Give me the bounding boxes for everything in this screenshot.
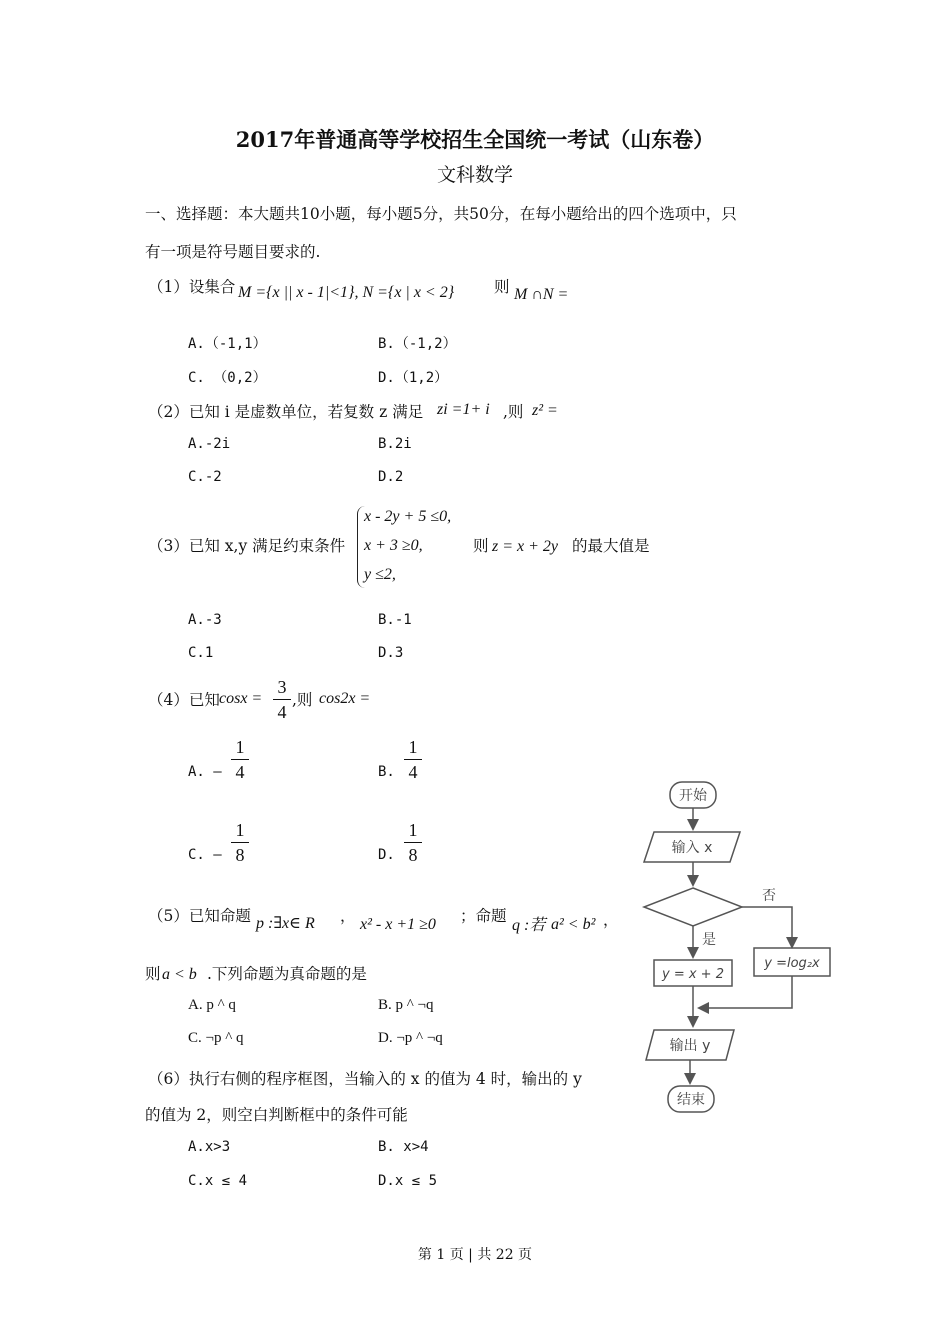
flowchart-end-label: 结束: [677, 1092, 705, 1108]
q4-option-c-denominator: 8: [235, 845, 245, 865]
q4-option-b-fraction: [404, 736, 422, 783]
q1-option-d: D.（1,2）: [378, 370, 449, 386]
q6-option-a: A.x>3: [188, 1139, 231, 1155]
q6-option-c: C.x ≤ 4: [188, 1173, 248, 1189]
q5-line2-prefix: 则: [145, 965, 161, 983]
q5-option-a: A. p ^ q: [188, 997, 236, 1013]
fraction-bar: [404, 759, 422, 760]
q4-option-d-numerator: 1: [408, 820, 418, 840]
q5-semicolon: ；命题: [460, 907, 507, 925]
flowchart-start-label: 开始: [679, 788, 707, 804]
fraction-bar: [404, 842, 422, 843]
page-title: 2017年普通高等学校招生全国统一考试（山东卷）: [235, 127, 715, 152]
section-instructions-line1: 一、选择题：本大题共10小题，每小题5分，共50分，在每小题给出的四个选项中，只: [145, 205, 737, 223]
q3-option-d: D.3: [378, 645, 404, 661]
q4-cos-lhs: cosx =: [219, 690, 263, 707]
q5-comma-2: ，: [603, 911, 619, 929]
q6-line1: （6）执行右侧的程序框图，当输入的 x 的值为 4 时，输出的 y: [148, 1070, 582, 1088]
q2-option-a: A.-2i: [188, 436, 231, 452]
q5-q-expression: q :若: [512, 917, 546, 934]
q2-option-d: D.2: [378, 469, 404, 485]
q2-target: z² =: [532, 402, 558, 419]
q6-option-d: D.x ≤ 5: [378, 1173, 438, 1189]
q4-option-d-denominator: 8: [408, 845, 418, 865]
q2-option-b: B.2i: [378, 436, 412, 452]
q4-cos-numerator: 3: [277, 677, 287, 697]
q1-option-a: A.（-1,1）: [188, 336, 267, 352]
section-instructions-line2: 有一项是符号题目要求的.: [145, 243, 321, 261]
flowchart-right-label: y =log₂x: [764, 956, 820, 971]
q4-option-c-label: C. –: [188, 847, 222, 863]
q5-option-c: C. ¬p ^ q: [188, 1030, 244, 1046]
q5-line2-expression: a < b: [162, 966, 197, 983]
q5-option-d: D. ¬p ^ ¬q: [378, 1030, 443, 1046]
q2-then: ,则: [503, 403, 524, 421]
q1-set-expression: M ={x || x - 1|<1}, N ={x | x < 2}: [238, 284, 455, 301]
flowchart-input-label: 输入 x: [671, 840, 713, 856]
q4-text: （4）已知: [148, 691, 220, 709]
q3-constraint-2: x + 3 ≥0,: [364, 537, 423, 554]
q3-then: 则: [473, 537, 489, 555]
q3-objective: z = x + 2y: [492, 538, 559, 555]
program-flowchart: [630, 770, 850, 1130]
flowchart-yes-label: 是: [702, 932, 716, 948]
q4-cos-fraction: [273, 676, 291, 723]
fraction-bar: [231, 759, 249, 760]
q4-target: cos2x =: [319, 690, 371, 707]
q5-q-condition: a² < b²: [551, 916, 596, 933]
fraction-bar: [273, 699, 291, 700]
q4-cos-denominator: 4: [277, 702, 287, 722]
q4-option-d-fraction: [404, 819, 422, 866]
q1-target: M ∩N =: [514, 286, 569, 303]
q5-option-b: B. p ^ ¬q: [378, 997, 434, 1013]
flowchart-decision-node: [644, 888, 742, 926]
flowchart-left-label: y = x + 2: [662, 967, 724, 982]
fraction-bar: [231, 842, 249, 843]
q4-option-b-numerator: 1: [408, 737, 418, 757]
q1-prefix: （1）设集合: [148, 278, 236, 296]
q1-option-b: B.（-1,2）: [378, 336, 457, 352]
flowchart-no-label: 否: [762, 888, 776, 904]
q4-option-d-label: D.: [378, 847, 395, 863]
q2-text: （2）已知 i 是虚数单位，若复数 z 满足: [148, 403, 424, 421]
q6-option-b: B. x>4: [378, 1139, 429, 1155]
q4-option-b-label: B.: [378, 764, 395, 780]
q2-option-c: C.-2: [188, 469, 222, 485]
q4-option-a-fraction: [231, 736, 249, 783]
q3-constraint-1: x - 2y + 5 ≤0,: [364, 508, 452, 525]
flowchart-output-label: 输出 y: [669, 1038, 711, 1054]
q5-p-expression: p :∃x∈ R: [256, 915, 315, 932]
q4-option-c-fraction: [231, 819, 249, 866]
q3-option-a: A.-3: [188, 612, 222, 628]
q4-then: ,则: [292, 691, 313, 709]
q5-text: （5）已知命题: [148, 907, 251, 925]
q4-option-c-numerator: 1: [235, 820, 245, 840]
q3-suffix: 的最大值是: [572, 537, 650, 555]
q4-option-a-numerator: 1: [235, 737, 245, 757]
page-footer: 第 1 页 | 共 22 页: [417, 1247, 533, 1263]
q3-option-c: C.1: [188, 645, 214, 661]
q5-p-condition: x² - x +1 ≥0: [360, 916, 436, 933]
q4-option-a-label: A. –: [188, 764, 222, 780]
q2-equation: zi =1+ i: [437, 401, 490, 418]
page-subtitle: 文科数学: [436, 164, 513, 186]
q5-comma: ，: [340, 907, 356, 925]
q3-text: （3）已知 x,y 满足约束条件: [148, 537, 346, 555]
q1-then: 则: [494, 278, 510, 296]
q6-line2: 的值为 2，则空白判断框中的条件可能: [145, 1106, 408, 1124]
q1-option-c: C. （0,2）: [188, 370, 267, 386]
q3-constraint-3: y ≤2,: [364, 566, 396, 583]
q3-option-b: B.-1: [378, 612, 412, 628]
q4-option-a-denominator: 4: [235, 762, 245, 782]
q4-option-b-denominator: 4: [408, 762, 418, 782]
q5-line2-suffix: .下列命题为真命题的是: [207, 965, 367, 983]
